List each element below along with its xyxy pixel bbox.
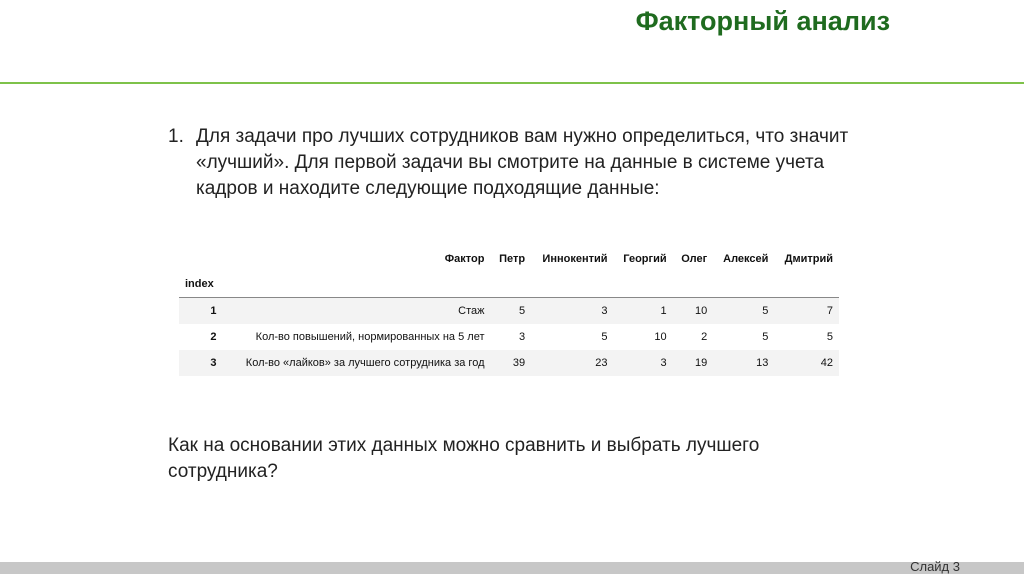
table-header-cell: Фактор <box>444 253 485 265</box>
row-index: 3 <box>210 357 217 369</box>
table-cell: Стаж <box>458 305 485 317</box>
slide-title: Факторный анализ <box>635 6 890 36</box>
table-header-cell: Дмитрий <box>784 253 833 265</box>
table-cell: 5 <box>762 305 769 317</box>
list-item-text: Для задачи про лучших сотрудников вам нужно определиться, что значит «лучший». Для первой задачи вы смотрите на данные в системе учета кадров и находите следующие подходящие данные: <box>196 126 849 199</box>
table-header-cell: Петр <box>499 253 526 265</box>
table-header-cell: Георгий <box>623 253 667 265</box>
table-cell: 39 <box>512 357 526 369</box>
table-cell: 5 <box>518 305 526 317</box>
table-cell: 1 <box>660 305 667 317</box>
table-cell: 3 <box>660 357 667 369</box>
row-index: 2 <box>210 331 217 343</box>
table-cell: 5 <box>601 331 608 343</box>
table-cell: 23 <box>595 357 608 369</box>
table-cell: 10 <box>694 305 708 317</box>
table-cell: 7 <box>826 305 833 317</box>
table-header-cell: Алексей <box>723 253 769 265</box>
table-cell: 42 <box>820 357 833 369</box>
table-cell: 10 <box>654 331 667 343</box>
table-cell: 2 <box>701 331 708 343</box>
index-label: index <box>185 278 214 290</box>
table-cell: 5 <box>762 331 769 343</box>
table-cell: 13 <box>756 357 769 369</box>
table-header-cell: Иннокентий <box>542 253 608 265</box>
title-divider <box>0 82 1024 84</box>
table-cell: 3 <box>518 331 526 343</box>
table-header-row <box>179 247 839 271</box>
table-cell: Кол-во повышений, нормированных на 5 лет <box>255 331 485 343</box>
question-text: Как на основании этих данных можно сравнить и выбрать лучшего сотрудника? <box>168 435 760 482</box>
table-index-row <box>179 271 839 298</box>
table-cell: Кол-во «лайков» за лучшего сотрудника за год <box>245 357 485 369</box>
slide-number: Слайд 3 <box>910 559 960 574</box>
table-cell: 3 <box>601 305 608 317</box>
table-cell: 5 <box>826 331 833 343</box>
list-item-number: 1. <box>168 126 184 147</box>
table-row <box>179 298 839 325</box>
footer-bar <box>0 562 1024 574</box>
table-row <box>179 350 839 376</box>
row-index: 1 <box>210 305 217 317</box>
data-table <box>179 247 839 376</box>
table-row <box>179 324 839 350</box>
task-paragraph <box>168 124 868 202</box>
table-header-cell: Олег <box>681 253 708 265</box>
table-cell: 19 <box>694 357 708 369</box>
table-corner-cell <box>179 247 223 271</box>
